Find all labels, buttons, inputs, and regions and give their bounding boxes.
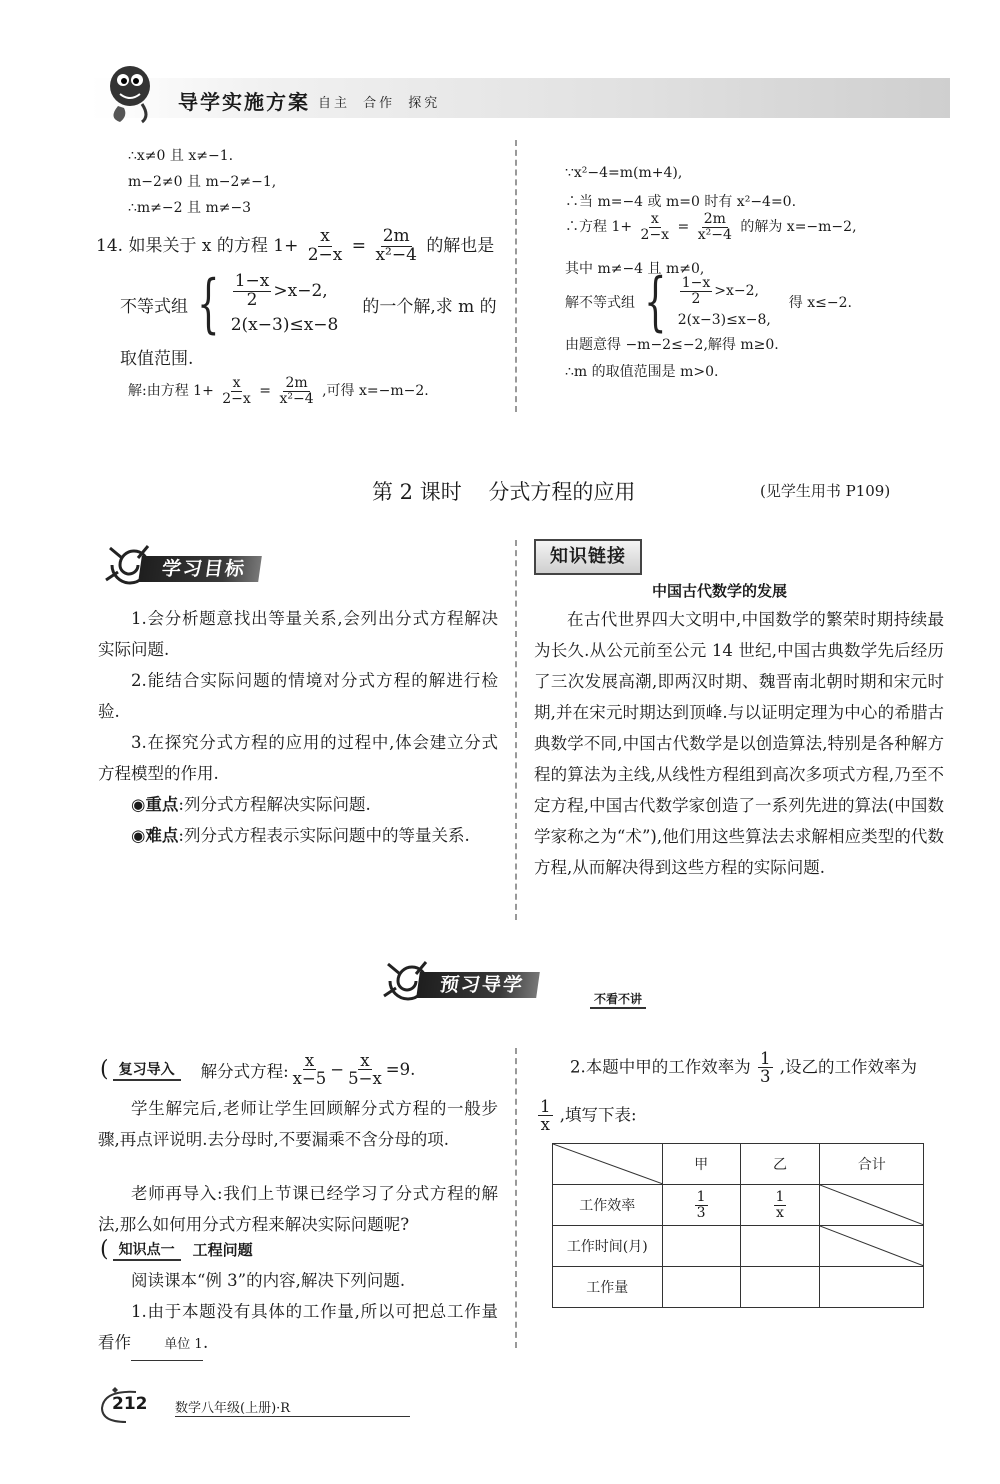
header-title: 导学实施方案 xyxy=(178,90,310,114)
fraction: $\frac{2m}{\text{x²−4}}$ xyxy=(375,226,417,265)
row-label: 工作量 xyxy=(553,1267,663,1308)
table-row xyxy=(553,1267,924,1308)
table-cell: $\frac{1}{3}$ xyxy=(662,1185,740,1226)
answer-blank: 单位 1 xyxy=(131,1329,203,1361)
kp1-question-1: 1.由于本题没有具体的工作量,所以可把总工作量看作 单位 1. xyxy=(98,1296,498,1361)
table-corner-cell xyxy=(553,1144,663,1185)
row-label: 工作效率 xyxy=(553,1185,663,1226)
table-header-row xyxy=(553,1144,924,1185)
step-line: ∴m≠−2 且 m≠−3 xyxy=(128,200,252,216)
step-line: ∵x²−4=m(m+4), xyxy=(565,165,683,181)
step-line: m−2≠0 且 m−2≠−1, xyxy=(128,174,277,190)
column-divider-middle xyxy=(515,540,517,920)
table-header: 甲 xyxy=(662,1144,740,1185)
fraction: $\frac{x}{2-x}$ xyxy=(307,226,343,265)
objective-2: 2.能结合实际问题的情境对分式方程的解进行检验. xyxy=(98,671,498,721)
knowledge-point-1-heading: ( 知识点一 工程问题 xyxy=(100,1237,253,1262)
step-line: ∴方程 1+ $\frac{x}{2-x}$ = $\frac{2m}{\text{x²−4}}$ 的解为 x=−m−2, xyxy=(565,211,857,243)
key-point: ◉重点:列分式方程解决实际问题. xyxy=(131,795,371,814)
kp1-tag: 知识点一 xyxy=(113,1239,181,1261)
preview-tag: 不看不讲 xyxy=(590,990,646,1009)
objectives-banner-label: 学习目标 xyxy=(138,556,262,582)
header-subtitle: 自主 合作 探究 xyxy=(318,96,441,111)
objective-1: 1.会分析题意找出等量关系,会列出分式方程解决实际问题. xyxy=(98,609,498,659)
column-divider-bottom xyxy=(515,1048,517,1348)
table-cell[interactable] xyxy=(740,1267,820,1308)
step-line: ∴m 的取值范围是 m>0. xyxy=(565,364,719,380)
step-line: 由题意得 −m−2≤−2,解得 m≥0. xyxy=(565,337,779,353)
row-label: 工作时间(月) xyxy=(553,1226,663,1267)
review-tag: 复习导入 xyxy=(113,1059,181,1081)
table-header: 乙 xyxy=(740,1144,820,1185)
question-number: 14. xyxy=(96,235,124,256)
table-header: 合计 xyxy=(820,1144,924,1185)
review-paragraph-2: 老师再导入:我们上节课已经学习了分式方程的解法,那么如何用分式方程来解决实际问题呢? xyxy=(98,1184,498,1234)
preview-banner-label: 预习导学 xyxy=(416,972,540,998)
q2-text-cont: $\frac{1}{x}$ ,填写下表: xyxy=(540,1097,637,1135)
table-cell-crossed xyxy=(820,1226,924,1267)
step-line: 其中 m≠−4 且 m≠0, xyxy=(565,261,705,277)
table-cell: $\frac{1}{x}$ xyxy=(740,1185,820,1226)
textbook-reference: (见学生用书 P109) xyxy=(760,482,891,500)
solution-line: 解:由方程 1+ $\frac{x}{2-x}$ = $\frac{2m}{\text{x²−4}}$ ,可得 x=−m−2. xyxy=(128,375,429,407)
column-divider-top xyxy=(515,140,517,412)
knowledge-link-body: 在古代世界四大文明中,中国数学的繁荣时期持续最为长久.从公元前至公元 14 世纪,中国古典数学先后经历了三次发展高潮,即两汉时期、魏晋南北朝时期和宋元时期,并在宋元时期达到顶峰.与以证明定理为中心的希腊古典数学不同,中国古代数学是以创造算法,特别是各种解方程的算法为主线,从线性方程组到高次多项式方程,乃至不定方程,中国古代数学家创造了一系列先进的算法(中国数学家称之为“术”),他们用这些算法去求解相应类型的代数方程,从而解决得到这些方程的实际问题. xyxy=(534,610,944,877)
work-table xyxy=(552,1143,924,1308)
objectives-banner xyxy=(100,550,330,584)
table-row xyxy=(553,1185,924,1226)
question-14: 14. 如果关于 x 的方程 1+ $\frac{x}{2-x}$ = $\frac{2m}{\text{x²−4}}$ 的解也是 xyxy=(96,226,495,265)
review-paragraph-1: 学生解完后,老师让学生回顾解分式方程的一般步骤,再点评说明.去分母时,不要漏乘不含分母的项. xyxy=(98,1099,498,1149)
inequality-system-solution: 解不等式组 { $\frac{1-x}{2}$ >x−2, 2(x−3)≤x−8, 得 x≤−2. xyxy=(565,265,852,339)
book-title: 数学八年级(上册)·R xyxy=(175,1397,410,1417)
table-row xyxy=(553,1226,924,1267)
page-number: 212 xyxy=(112,1394,148,1414)
knowledge-link-title: 中国古代数学的发展 xyxy=(652,582,788,600)
lesson-title: 第 2 课时 分式方程的应用 xyxy=(372,480,636,504)
objective-3: 3.在探究分式方程的应用的过程中,体会建立分式方程模型的作用. xyxy=(98,733,498,783)
review-intro: ( 复习导入 解分式方程: $\frac{x}{x-5}$ − $\frac{x}{5-x}$ =9. xyxy=(100,1051,416,1089)
table-cell[interactable] xyxy=(740,1226,820,1267)
inequality-system: 不等式组 { $\frac{1-x}{2}$ >x−2, 2(x−3)≤x−8 的一个解,求 m 的 xyxy=(120,267,497,341)
step-line: ∴x≠0 且 x≠−1. xyxy=(128,148,234,164)
table-cell[interactable] xyxy=(820,1267,924,1308)
table-cell[interactable] xyxy=(662,1267,740,1308)
table-cell-crossed xyxy=(820,1185,924,1226)
question-text: 如果关于 x 的方程 1+ xyxy=(128,235,299,256)
difficult-point: ◉难点:列分式方程表示实际问题中的等量关系. xyxy=(131,826,470,845)
knowledge-link-box: 知识链接 xyxy=(534,539,642,575)
table-cell[interactable] xyxy=(662,1226,740,1267)
q2-text: 2.本题中甲的工作效率为 $\frac{1}{3}$ ,设乙的工作效率为 xyxy=(570,1049,917,1087)
mascot-logo xyxy=(98,58,168,128)
question-end: 取值范围. xyxy=(120,349,194,369)
kp1-instruction: 阅读课本“例 3”的内容,解决下列问题. xyxy=(131,1271,406,1290)
step-line: ∴当 m=−4 或 m=0 时有 x²−4=0. xyxy=(565,194,797,210)
